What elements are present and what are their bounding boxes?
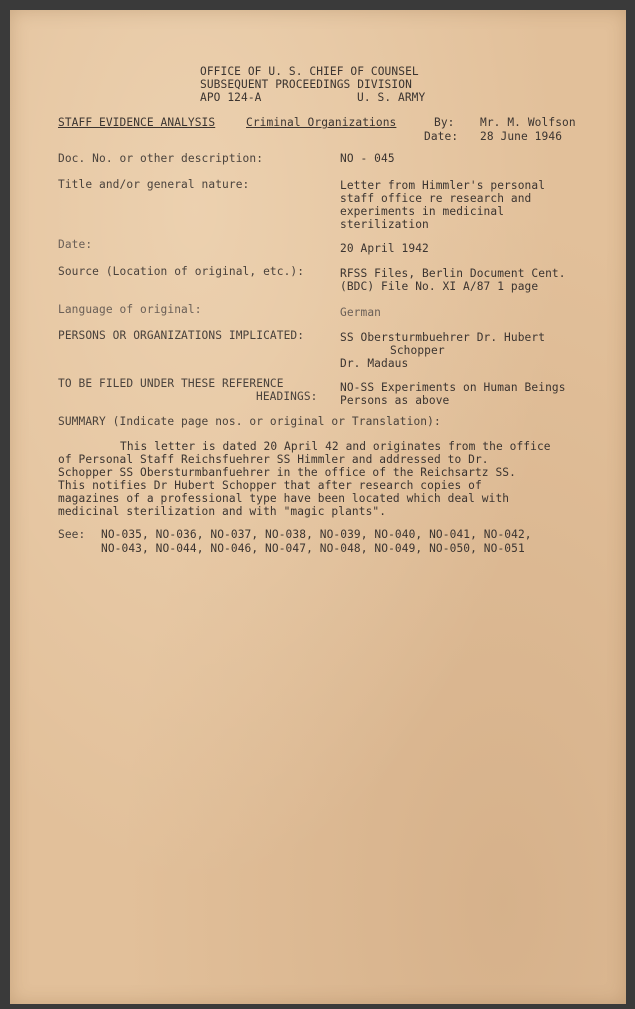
summary-line-6: medicinal sterilization and with "magic plants". [58,505,387,518]
see-label: See: [58,528,86,541]
title-label: Title and/or general nature: [58,178,250,191]
persons-value-3: Dr. Madaus [340,357,409,370]
by-label: By: [434,116,455,129]
document-page [10,10,626,1004]
by-value: Mr. M. Wolfson [480,116,576,129]
doc-label: Doc. No. or other description: [58,152,264,165]
title-value-3: experiments in medicinal [340,205,505,218]
filed-value-1: NO-SS Experiments on Human Beings [340,381,566,394]
persons-label: PERSONS OR ORGANIZATIONS IMPLICATED: [58,329,305,342]
header-line-1: OFFICE OF U. S. CHIEF OF COUNSEL [200,65,419,78]
analysis-title: STAFF EVIDENCE ANALYSIS [58,116,216,129]
language-value: German [340,306,382,319]
persons-value-1: SS Obersturmbuehrer Dr. Hubert [340,331,546,344]
summary-label: SUMMARY (Indicate page nos. or original or Translation): [58,415,441,428]
filed-value-2: Persons as above [340,394,450,407]
date-value: 20 April 1942 [340,242,429,255]
date-value-header: 28 June 1946 [480,130,563,143]
header-line-2: SUBSEQUENT PROCEEDINGS DIVISION [200,78,412,91]
organizations-title: Criminal Organizations [246,116,397,129]
summary-line-5: magazines of a professional type have been located which deal with [58,492,510,505]
header-line-3-right: U. S. ARMY [357,91,426,104]
header-line-3-left: APO 124-A [200,91,262,104]
summary-line-4: This notifies Dr Hubert Schopper that after research copies of [58,479,482,492]
doc-value: NO - 045 [340,152,395,165]
title-value-1: Letter from Himmler's personal [340,179,546,192]
title-value-2: staff office re research and [340,192,532,205]
source-value-2: (BDC) File No. XI A/87 1 page [340,280,539,293]
see-line-2: NO-043, NO-044, NO-046, NO-047, NO-048, NO-049, NO-050, NO-051 [101,542,525,555]
source-label: Source (Location of original, etc.): [58,265,305,278]
source-value-1: RFSS Files, Berlin Document Cent. [340,267,566,280]
summary-line-3: Schopper SS Obersturmbanfuehrer in the office of the Reichsartz SS. [58,466,516,479]
date-label: Date: [58,238,93,251]
summary-line-2: of Personal Staff Reichsfuehrer SS Himmler and addressed to Dr. [58,453,489,466]
filed-label-2: HEADINGS: [256,390,318,403]
language-label: Language of original: [58,303,202,316]
see-line-1: NO-035, NO-036, NO-037, NO-038, NO-039, NO-040, NO-041, NO-042, [101,528,532,541]
persons-value-2: Schopper [390,344,445,357]
filed-label-1: TO BE FILED UNDER THESE REFERENCE [58,377,284,390]
date-label-header: Date: [424,130,459,143]
title-value-4: sterilization [340,218,429,231]
summary-line-1: This letter is dated 20 April 42 and originates from the office [120,440,551,453]
